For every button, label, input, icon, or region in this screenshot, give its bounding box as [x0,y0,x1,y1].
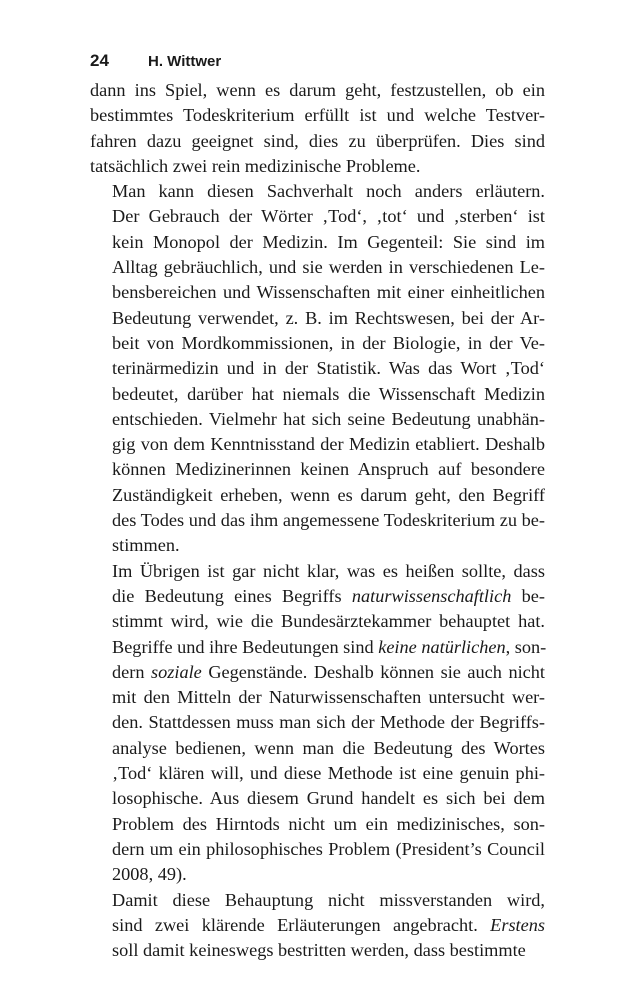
book-page [90,48,545,963]
text-line [90,356,545,381]
text-line [90,432,545,457]
text-run: fahren dazu geeignet sind, dies zu überprüfen. Dies sind [90,130,545,151]
paragraph [90,888,545,964]
text-line [90,533,545,558]
text-run: beit von Mordkommissionen, in der Biologie, in der Ve- [112,332,545,353]
text-line [90,685,545,710]
text-line [90,761,545,786]
text-run: Im Übrigen ist gar nicht klar, was es heißen sollte, dass [112,560,545,581]
italic-text: keine natürlichen [378,636,506,657]
text-run: kein Monopol der Medizin. Im Gegenteil: Sie sind im [112,231,545,252]
text-run: dern um ein philosophisches Problem (President’s Council [112,838,545,859]
text-run: Bedeutung verwendet, z. B. im Rechtswesen, bei der Ar- [112,307,545,328]
text-run: sind zwei klärende Erläuterungen angebracht. [112,914,491,935]
text-run: , son- [505,636,547,657]
text-line [90,204,545,229]
text-run: Problem des Hirntods nicht um ein medizinisches, son- [112,813,545,834]
text-line [90,635,545,660]
text-line [90,888,545,913]
text-run: mit den Mitteln der Naturwissenschaften untersucht wer- [112,687,545,708]
text-line [90,913,545,938]
text-run: Man kann diesen Sachverhalt noch anders erläutern. [112,181,545,202]
text-line [90,179,545,204]
italic-text: soziale [151,661,202,682]
text-run: des Todes und das ihm angemessene Todeskriterium zu be- [112,510,545,531]
text-run: bedeutet, darüber hat niemals die Wissenschaft Medizin [112,383,545,404]
running-head [90,48,545,78]
text-run: den. Stattdessen muss man sich der Methode der Begriffs- [112,712,545,733]
page-number: 24 [90,51,109,70]
text-run: bestimmtes Todeskriterium erfüllt ist und welche Testver- [90,105,545,126]
text-run: dann ins Spiel, wenn es darum geht, festzustellen, ob ein [90,80,545,100]
text-line [90,230,545,255]
text-line [90,837,545,862]
text-line [90,382,545,407]
text-run: soll damit keineswegs bestritten werden, dass bestimmte [112,940,526,961]
text-line [90,103,545,128]
text-run: ‚Tod‘ klären will, und diese Methode ist eine genuin phi- [112,763,545,784]
text-line [90,938,545,963]
text-run: terinärmedizin und in der Statistik. Was das Wort ‚Tod‘ [112,358,545,379]
text-run: gig von dem Kenntnisstand der Medizin etabliert. Deshalb [112,434,545,455]
text-run: Damit diese Behauptung nicht missverstanden wird, [112,889,545,910]
text-line [90,812,545,837]
text-line [90,508,545,533]
text-line [90,660,545,685]
text-run: Alltag gebräuchlich, und sie werden in verschiedenen Le- [112,257,545,278]
text-line [90,786,545,811]
text-line [90,255,545,280]
paragraph [90,179,545,558]
text-line [90,280,545,305]
text-line [90,559,545,584]
text-run: 2008, 49). [112,864,187,885]
text-run: losophische. Aus diesem Grund handelt es sich bei dem [112,788,545,809]
text-line [90,306,545,331]
text-line [90,457,545,482]
text-run: dern [112,661,152,682]
text-run: Begriffe und ihre Bedeutungen sind [112,636,379,657]
text-run: die Bedeutung eines Begriffs [112,585,352,606]
running-head-author: H. Wittwer [148,53,222,70]
text-line [90,584,545,609]
text-line [90,331,545,356]
italic-text: naturwissenschaftlich [351,585,512,606]
text-run: stimmt wird, wie die Bundesärztekammer behauptet hat. [112,611,545,632]
text-run: stimmen. [112,535,180,556]
text-line [90,154,545,179]
text-line [90,407,545,432]
text-run: können Medizinerinnen keinen Anspruch auf besondere [112,459,545,480]
text-run: tatsächlich zwei rein medizinische Probleme. [90,155,421,176]
text-line [90,862,545,887]
text-run: bensbereichen und Wissenschaften mit einer einheitlichen [112,282,545,303]
text-line [90,129,545,154]
paragraph [90,559,545,888]
italic-text: Erstens [490,914,545,935]
text-line [90,736,545,761]
text-run: entschieden. Vielmehr hat sich seine Bedeutung unabhän- [112,408,545,429]
text-run: analyse bedienen, wenn man die Bedeutung des Wortes [112,737,545,758]
paragraph [90,78,545,179]
text-line [90,710,545,735]
text-run: Zuständigkeit erheben, wenn es darum geht, den Begriff [112,484,545,505]
text-run: Gegenstände. Deshalb können sie auch nicht [201,661,546,682]
text-line [90,483,545,508]
text-line [90,609,545,634]
body-text [90,78,545,963]
text-run: Der Gebrauch der Wörter ‚Tod‘, ‚tot‘ und ‚sterben‘ ist [112,206,545,227]
text-run: be- [511,585,545,606]
text-line [90,78,545,103]
